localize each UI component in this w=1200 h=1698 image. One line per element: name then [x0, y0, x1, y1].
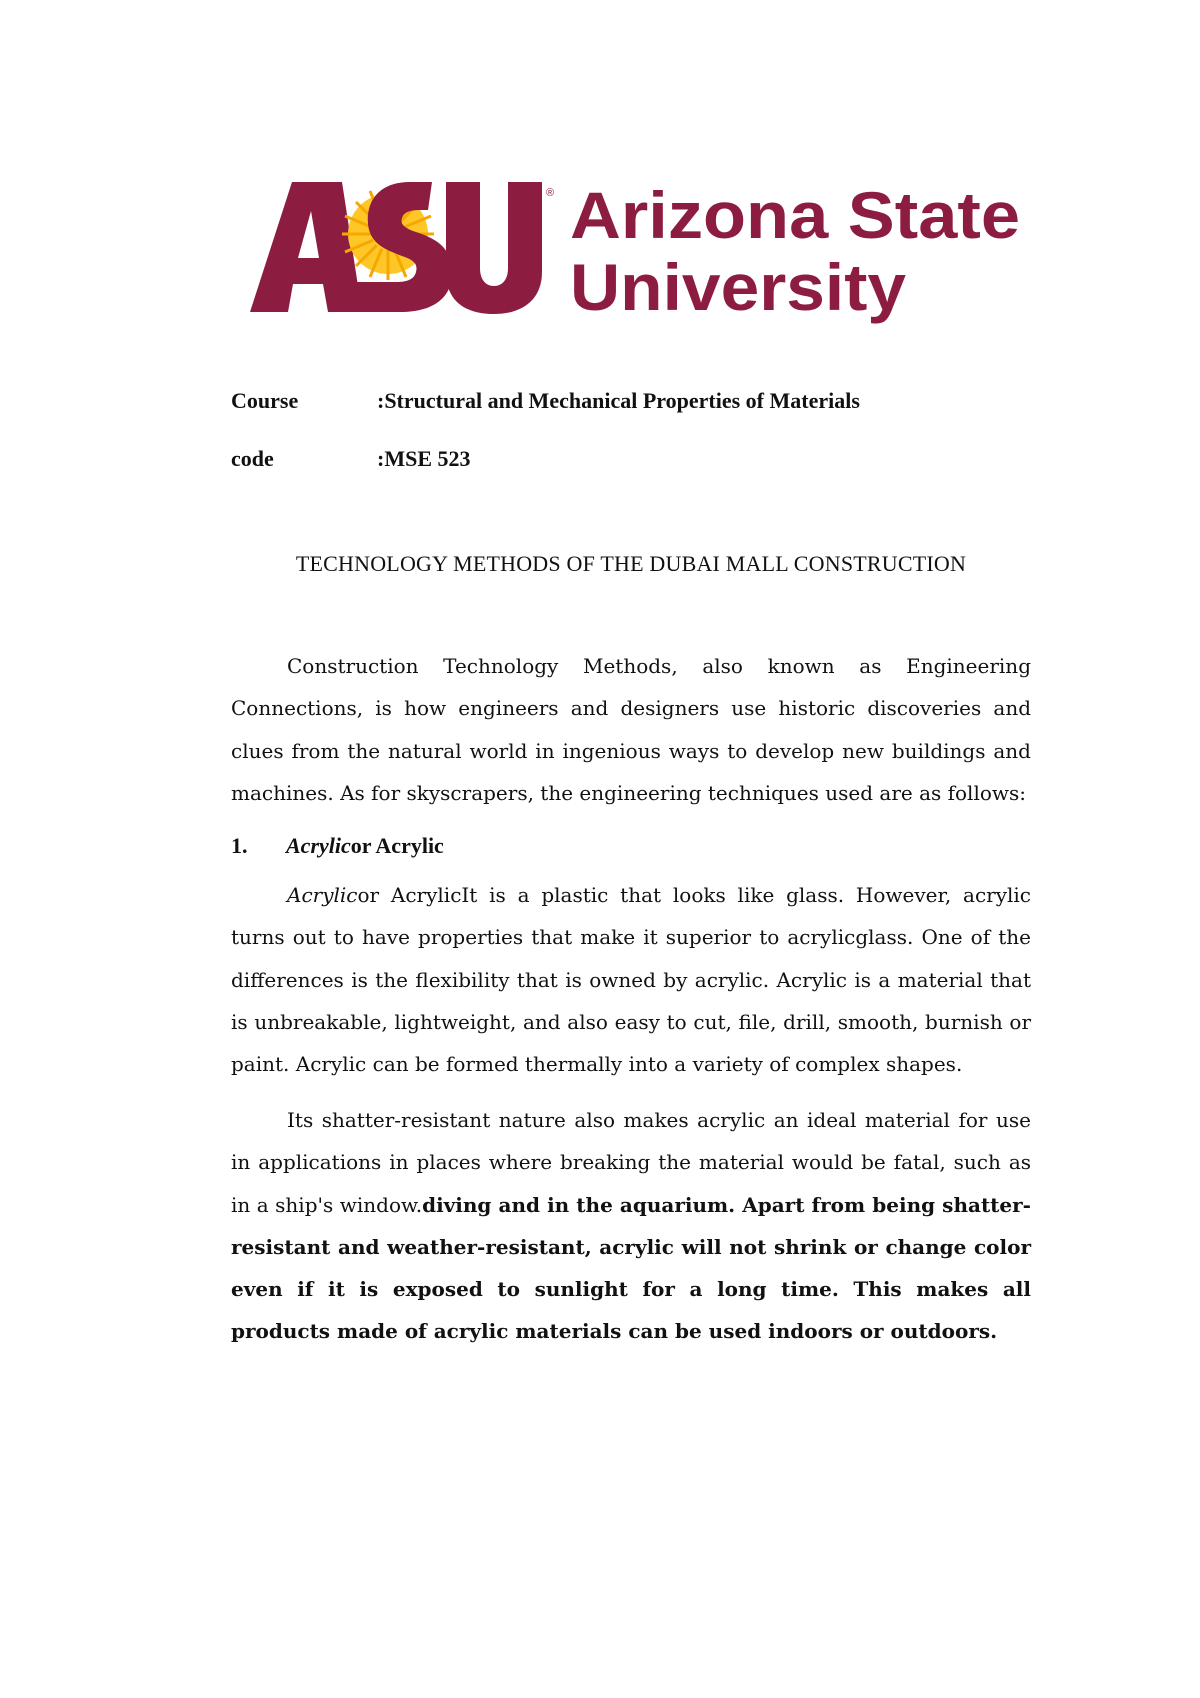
section-heading-rest: or Acrylic [350, 833, 444, 858]
course-value: :Structural and Mechanical Properties of Materials [377, 388, 860, 413]
acrylic-italic-word: Acrylic [287, 883, 358, 907]
acrylic-paragraph-1 [231, 874, 1031, 1085]
acrylic-paragraph-1-text: or AcrylicIt is a plastic that looks like glass. However, acrylic turns out to have properties that make it superior to acrylicglass. One of the differences is the flexibility that is owned by acrylic. Acrylic is a material that is unbreakable, lightweight, and also easy to cut, file, drill, smooth, burnish or paint. Acrylic can be formed thermally into a variety of complex shapes. [231, 883, 1031, 1077]
asu-logo [250, 176, 1030, 326]
code-row [231, 446, 1031, 504]
logo-name-line1: Arizona State [570, 178, 1020, 252]
section-number: 1. [231, 833, 248, 858]
document-title: TECHNOLOGY METHODS OF THE DUBAI MALL CONSTRUCTION [295, 551, 967, 576]
course-label: Course [231, 388, 299, 413]
logo-name-line2: University [570, 250, 907, 324]
acrylic-paragraph-2 [231, 1099, 1031, 1353]
course-metadata [231, 388, 1031, 504]
section-heading [231, 833, 1031, 859]
acrylic-paragraph-2-bold: diving and in the aquarium. Apart from being shatter-resistant and weather-resistant, acrylic will not shrink or change color even if it is exposed to sunlight for a long time. This makes all products made of acrylic materials can be used indoors or outdoors. [231, 1192, 1031, 1344]
intro-paragraph: Construction Technology Methods, also known as Engineering Connections, is how engineers and designers use historic discoveries and clues from the natural world in ingenious ways to develop new buildings and machines. As for skyscrapers, the engineering techniques used are as follows: [231, 654, 1031, 805]
code-value: :MSE 523 [377, 446, 471, 471]
course-row [231, 388, 1031, 446]
asu-logo-graphic [250, 176, 1030, 326]
acrylic-paragraph-2-regular: Its shatter-resistant nature also makes acrylic an ideal material for use in applications in places where breaking the material would be fatal, such as in a ship's window. [231, 1108, 1031, 1217]
logo-letter-u [446, 182, 542, 314]
section-heading-italic: Acrylic [286, 833, 351, 858]
registered-mark: ® [546, 187, 555, 199]
code-label: code [231, 446, 274, 471]
